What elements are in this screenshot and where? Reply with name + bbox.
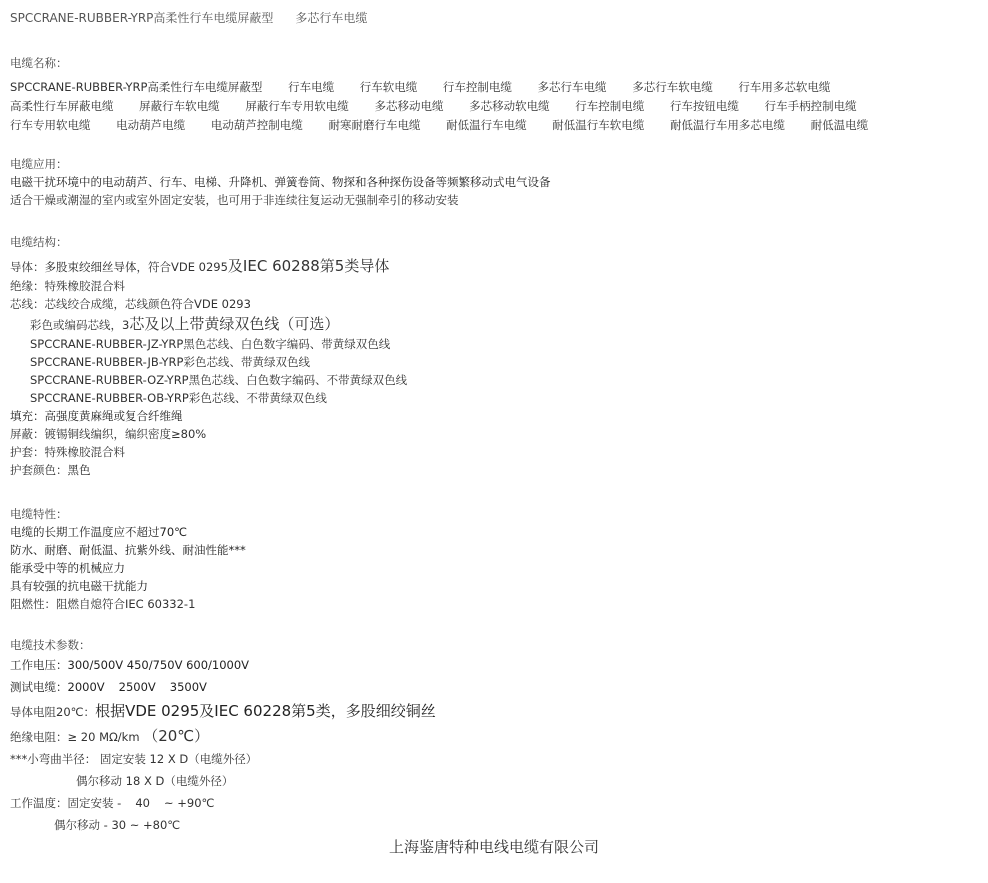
test-label: 测试电缆：2000V: [10, 680, 105, 694]
voltage-line: 工作电压：300/500V 450/750V 600/1000V: [10, 658, 250, 672]
names-heading: 电缆名称：: [10, 56, 68, 70]
names-section: [10, 54, 978, 135]
cable-name-item: 屏蔽行车软电缆: [139, 99, 220, 113]
names-list: [10, 78, 978, 135]
test-voltage-line: [10, 676, 978, 698]
document-title: [10, 9, 367, 27]
cable-name-item: 耐寒耐磨行车电缆: [328, 118, 421, 132]
conductor-line: [10, 255, 978, 277]
application-line-2: 适合干燥或潮湿的室内或室外固定安装，也可用于非连续往复运动无强制牵引的移动安装: [10, 193, 459, 207]
structure-heading: 电缆结构：: [10, 235, 68, 249]
params-section: [10, 636, 978, 836]
resistance-value: 根据VDE 0295及IEC 60228第5类，多股细绞铜丝: [95, 702, 436, 720]
cable-name-item: 高柔性行车屏蔽电缆: [10, 99, 114, 113]
temp-fixed-b: 40: [135, 796, 150, 810]
feature-line-2: 防水、耐磨、耐低温、抗紫外线、耐油性能***: [10, 543, 246, 557]
cable-name-item: 多芯行车软电缆: [632, 80, 713, 94]
params-heading: 电缆技术参数：: [10, 638, 91, 652]
cable-name-item: 耐低温行车电缆: [446, 118, 527, 132]
cable-name-item: 耐低温行车用多芯电缆: [669, 118, 785, 132]
title-part-2: 多芯行车电缆: [295, 11, 368, 25]
resistance-label: 导体电阻20℃：: [10, 705, 96, 719]
test-v3: 3500V: [169, 680, 207, 694]
shield-line: 屏蔽：镀锡铜线编织，编织密度≥80%: [10, 427, 207, 441]
company-name: 上海鉴唐特种电线电缆有限公司: [388, 838, 599, 856]
application-heading: 电缆应用：: [10, 157, 68, 171]
core-sub-a: 彩色或编码芯线，3: [30, 318, 130, 332]
cable-name-item: 多芯行车电缆: [537, 80, 607, 94]
temp-fixed-line: [10, 792, 978, 814]
cable-name-item: 多芯移动电缆: [374, 99, 444, 113]
variant-4: SPCCRANE-RUBBER-OB-YRP彩色芯线、不带黄绿双色线: [30, 391, 327, 405]
feature-line-3: 能承受中等的机械应力: [10, 561, 125, 575]
temp-fixed-c: ~ +90℃: [163, 796, 215, 810]
cable-name-item: 屏蔽行车专用软电缆: [245, 99, 349, 113]
core-sub-line: [10, 313, 978, 335]
variant-1: SPCCRANE-RUBBER-JZ-YRP黑色芯线、白色数字编码、带黄绿双色线: [30, 337, 391, 351]
temp-moving-line: 偶尔移动 - 30 ~ +80℃: [54, 818, 181, 832]
conductor-value-c: 及IEC 60288第5类导体: [227, 257, 390, 275]
title-part-1: SPCCRANE-RUBBER-YRP高柔性行车电缆屏蔽型: [10, 11, 274, 25]
conductor-value-a: 多股束绞细丝导体: [44, 260, 137, 274]
cable-name-item: 电动葫芦电缆: [116, 118, 186, 132]
application-section: [10, 155, 978, 209]
cable-name-item: SPCCRANE-RUBBER-YRP高柔性行车电缆屏蔽型: [10, 80, 263, 94]
insulation-line: 绝缘：特殊橡胶混合料: [10, 279, 125, 293]
cable-name-item: 耐低温行车软电缆: [552, 118, 645, 132]
cable-name-item: 行车软电缆: [359, 80, 418, 94]
conductor-label: 导体：: [10, 260, 45, 274]
sheath-color-value: 黑色: [67, 463, 91, 477]
variant-3: SPCCRANE-RUBBER-OZ-YRP黑色芯线、白色数字编码、不带黄绿双色线: [30, 373, 408, 387]
sheath-color-label: 护套颜色：: [10, 463, 68, 477]
feature-line-1: 电缆的长期工作温度应不超过70℃: [10, 525, 188, 539]
conductor-value-b: ，符合VDE 0295: [136, 260, 228, 274]
core-line: 芯线：芯线绞合成缆，芯线颜色符合VDE 0293: [10, 297, 251, 311]
features-heading: 电缆特性：: [10, 507, 68, 521]
cable-name-item: 耐低温电缆: [810, 118, 869, 132]
test-v2: 2500V: [118, 680, 156, 694]
application-line-1: 电磁干扰环境中的电动葫芦、行车、电梯、升降机、弹簧卷筒、物探和各种探伤设备等频繁移动式电气设备: [10, 175, 551, 189]
resistance-line: [10, 698, 978, 724]
bend-fixed-line: ***小弯曲半径： 固定安装 12 X D（电缆外径）: [10, 752, 258, 766]
sheath-color-line: [10, 461, 978, 479]
core-sub-b: 芯及以上带黄绿双色线（可选）: [129, 315, 340, 333]
cable-name-item: 行车按钮电缆: [669, 99, 739, 113]
sheath-line: 护套：特殊橡胶混合料: [10, 445, 125, 459]
variant-2: SPCCRANE-RUBBER-JB-YRP彩色芯线、带黄绿双色线: [30, 355, 310, 369]
feature-line-5: 阻燃性：阻燃自熄符合IEC 60332-1: [10, 597, 196, 611]
cable-name-item: 电动葫芦控制电缆: [210, 118, 303, 132]
cable-name-item: 行车控制电缆: [442, 80, 512, 94]
cable-name-item: 多芯移动软电缆: [469, 99, 550, 113]
structure-section: [10, 233, 978, 479]
bend-moving-line: 偶尔移动 18 X D（电缆外径）: [76, 774, 234, 788]
cable-name-item: 行车专用软电缆: [10, 118, 91, 132]
insulation-resistance-line: [10, 724, 978, 748]
cable-name-item: 行车电缆: [288, 80, 335, 94]
filler-line: 填充：高强度黄麻绳或复合纤维绳: [10, 409, 183, 423]
feature-line-4: 具有较强的抗电磁干扰能力: [10, 579, 148, 593]
cable-name-item: 行车用多芯软电缆: [738, 80, 831, 94]
insulation-temp: （20℃）: [143, 727, 210, 745]
insulation-label: 绝缘电阻：≥ 20 MΩ/km: [10, 730, 144, 744]
temp-fixed-a: 工作温度：固定安装 -: [10, 796, 122, 810]
cable-name-item: 行车控制电缆: [575, 99, 645, 113]
cable-name-item: 行车手柄控制电缆: [764, 99, 857, 113]
features-section: [10, 505, 978, 613]
